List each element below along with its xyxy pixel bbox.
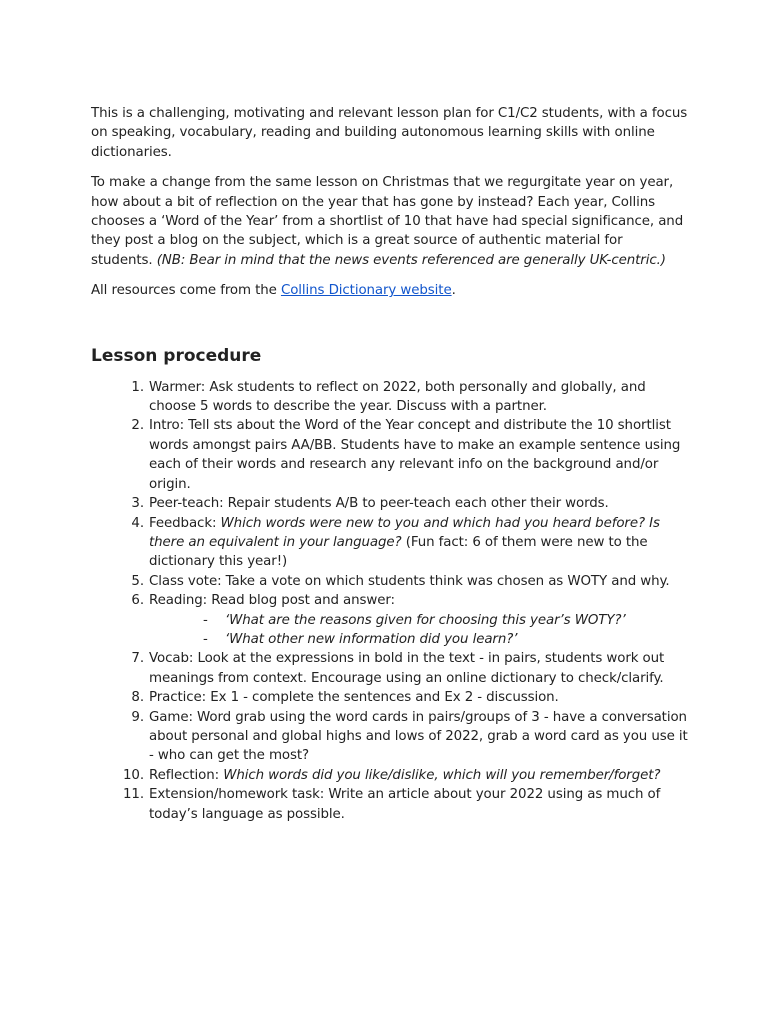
step-number: 2. [131, 418, 144, 434]
step-italic-question: Which words did you like/dislike, which will you remember/forget? [223, 767, 661, 783]
procedure-step-1 [91, 378, 688, 417]
step-number: 8. [131, 690, 144, 706]
step-number: 11. [123, 787, 144, 803]
intro-paragraph-3 [91, 281, 688, 300]
step-text: Practice: Ex 1 - complete the sentences and Ex 2 - discussion. [149, 690, 559, 706]
step-italic-question: Which words were new to you and which had you heard before? Is there an equivalent in your language? [149, 515, 660, 550]
reading-question [91, 630, 688, 649]
procedure-step-9 [91, 708, 688, 766]
step-text: Vocab: Look at the expressions in bold in the text - in pairs, students work out meanings from context. Encourage using an online dictionary to check/clarify. [149, 651, 665, 686]
procedure-step-8 [91, 688, 688, 707]
procedure-step-3 [91, 494, 688, 513]
procedure-step-5 [91, 572, 688, 591]
procedure-step-11 [91, 785, 688, 824]
procedure-step-10 [91, 766, 688, 785]
reading-question [91, 611, 688, 630]
step-number: 6. [131, 593, 144, 609]
step-label: Reflection: [149, 767, 224, 783]
step-text: Game: Word grab using the word cards in pairs/groups of 3 - have a conversation about personal and global highs and lows of 2022, grab a word card as you use it - who can get the most? [149, 709, 688, 764]
step-text: Peer-teach: Repair students A/B to peer-teach each other their words. [149, 496, 609, 512]
lesson-procedure-heading: Lesson procedure [91, 345, 262, 366]
procedure-list [91, 378, 688, 824]
question-text: ‘What other new information did you learn?’ [225, 631, 518, 647]
dash-bullet: - [203, 612, 208, 628]
step-text: Class vote: Take a vote on which students think was chosen as WOTY and why. [149, 573, 670, 589]
step-text: Extension/homework task: Write an article about your 2022 using as much of today’s language as possible. [149, 787, 661, 822]
procedure-step-7 [91, 649, 688, 688]
procedure-step-6 [91, 591, 688, 610]
step-text: Reading: Read blog post and answer: [149, 593, 395, 609]
question-text: ‘What are the reasons given for choosing this year’s WOTY?’ [225, 612, 626, 628]
collins-dictionary-link[interactable]: Collins Dictionary website [280, 283, 452, 299]
step-number: 10. [123, 767, 144, 783]
reading-questions-list [91, 611, 688, 650]
procedure-step-2 [91, 416, 688, 494]
intro-paragraph-1: This is a challenging, motivating and relevant lesson plan for C1/C2 students, with a focus on speaking, vocabulary, reading and building autonomous learning skills with online dictionaries. [91, 106, 688, 160]
step-text-rest: (Fun fact: 6 of them were new to the dictionary this year!) [149, 534, 648, 570]
step-number: 3. [131, 496, 144, 512]
intro-paragraph-2 [91, 173, 688, 270]
step-label: Feedback: [149, 515, 221, 531]
dash-bullet: - [203, 631, 208, 647]
step-number: 7. [131, 651, 144, 667]
step-number: 1. [131, 379, 144, 395]
reading-question-1 [91, 611, 688, 650]
procedure-step-4 [91, 514, 688, 572]
step-number: 9. [131, 709, 144, 725]
resources-suffix: . [451, 283, 456, 299]
step-text: Intro: Tell sts about the Word of the Year concept and distribute the 10 shortlist words amongst pairs AA/BB. Students have to make an example sentence using each of their words and research any relevant info on the background and/or origin. [149, 418, 681, 492]
resources-prefix: All resources come from the [91, 283, 281, 299]
intro-paragraph-2-text: To make a change from the same lesson on Christmas that we regurgitate year on year, how about a bit of reflection on the year that has gone by instead? Each year, Collins chooses a ‘Word of the Year’ from a shortlist of 10 that have had special significance, and they post a blog on the subject, which is a great source of authentic material for students. [91, 175, 684, 268]
intro-paragraph-2-note: (NB: Bear in mind that the news events referenced are generally UK-centric.) [156, 252, 666, 268]
step-number: 4. [131, 515, 144, 531]
step-text: Warmer: Ask students to reflect on 2022, both personally and globally, and choose 5 words to describe the year. Discuss with a partner. [149, 379, 646, 415]
step-number: 5. [131, 573, 144, 589]
